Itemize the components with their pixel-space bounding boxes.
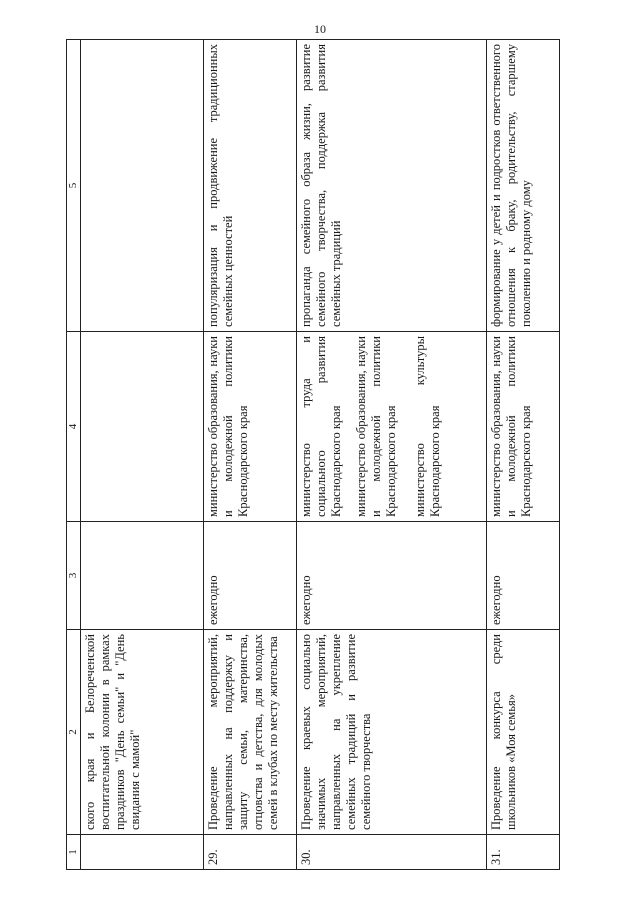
table-row <box>81 40 204 870</box>
table-row <box>204 40 297 870</box>
result-cell: популяризация и продвижение традиционных семейных ценностей <box>204 40 297 332</box>
event-cell: Проведение конкурса среди школьников «Моя семья» <box>487 630 560 835</box>
column-number: 4 <box>67 332 81 522</box>
executor-cell: министерство образования, науки и молодежной политики Краснодарского края <box>487 332 560 522</box>
executor-entry: министерство культуры Краснодарского края <box>413 336 443 517</box>
executor-cell: министерство образования, науки и молодежной политики Краснодарского края <box>204 332 297 522</box>
column-number-row <box>67 40 81 870</box>
row-number: 29. <box>204 835 297 870</box>
row-number: 31. <box>487 835 560 870</box>
period-cell: ежегодно <box>297 522 487 630</box>
row-number <box>81 835 204 870</box>
event-cell: ского края и Белореченской воспитательной колонии в рамках праздников "День семьи" и "День свидания с мамой" <box>81 630 204 835</box>
column-number: 3 <box>67 522 81 630</box>
event-cell: Проведение мероприятий, направленных на поддержку и защиту семьи, материнства, отцовства и детства, для молодых семей в клубах по месту жительства <box>204 630 297 835</box>
table-row <box>487 40 560 870</box>
period-cell: ежегодно <box>487 522 560 630</box>
page-number: 10 <box>314 22 326 36</box>
result-cell: пропаганда семейного образа жизни, развитие семейного творчества, поддержка развития семейных традиций <box>297 40 487 332</box>
executor-entry: министерство образования, науки и молодежной политики Краснодарского края <box>354 336 399 517</box>
table-row <box>297 40 487 870</box>
event-cell: Проведение краевых социально значимых мероприятий, направленных на укрепление семейных традиций и развитие семейного творчества <box>297 630 487 835</box>
executor-entry: министерство труда и социального развития Краснодарского края <box>299 336 344 517</box>
result-cell <box>81 40 204 332</box>
executor-cell <box>297 332 487 522</box>
result-cell: формирование у детей и подростков ответственного отношения к браку, родительству, старшему поколению и родному дому <box>487 40 560 332</box>
period-cell <box>81 522 204 630</box>
measures-table <box>66 39 560 870</box>
period-cell: ежегодно <box>204 522 297 630</box>
column-number: 2 <box>67 630 81 835</box>
measures-table-wrapper <box>66 40 546 870</box>
executor-cell <box>81 332 204 522</box>
row-number: 30. <box>297 835 487 870</box>
column-number: 5 <box>67 40 81 332</box>
column-number: 1 <box>67 835 81 870</box>
